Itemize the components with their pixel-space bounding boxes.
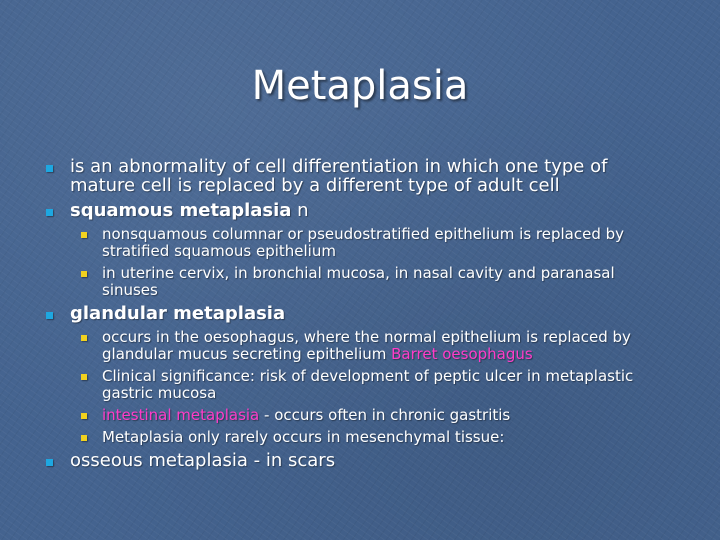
highlight-text: Barret oesophagus	[391, 345, 533, 363]
sub-bullet-intestinal-metaplasia	[44, 407, 674, 424]
bullet-text: Clinical significance: risk of development of peptic ulcer in metaplastic gastric mucosa	[102, 367, 634, 402]
square-bullet-icon	[81, 374, 87, 380]
square-bullet-icon	[46, 312, 53, 319]
slide-title: Metaplasia	[251, 63, 469, 109]
square-bullet-icon	[81, 335, 87, 341]
sub-bullet-clinical-significance	[44, 368, 674, 402]
bullet-text: n	[291, 200, 309, 221]
bullet-heading: glandular metaplasia	[70, 303, 286, 324]
square-bullet-icon	[46, 165, 53, 172]
bullet-definition	[44, 157, 674, 195]
square-bullet-icon	[81, 232, 87, 238]
sub-bullet-oesophagus	[44, 329, 674, 363]
bullet-text: occurs in the oesophagus, where the normal epithelium is replaced by glandular mucus secreting epithelium	[102, 328, 631, 363]
bullet-text: is an abnormality of cell differentiation in which one type of mature cell is replaced by a different type of adult cell	[70, 156, 608, 196]
bullet-text: - occurs often in chronic gastritis	[259, 406, 511, 424]
bullet-list	[44, 157, 674, 476]
square-bullet-icon	[81, 435, 87, 441]
bullet-squamous-metaplasia	[44, 201, 674, 220]
bullet-text: Metaplasia only rarely occurs in mesenchymal tissue:	[102, 428, 505, 446]
bullet-text: in uterine cervix, in bronchial mucosa, in nasal cavity and paranasal sinuses	[102, 264, 615, 299]
square-bullet-icon	[81, 271, 87, 277]
bullet-text: nonsquamous columnar or pseudostratified epithelium is replaced by stratified squamous epithelium	[102, 225, 625, 260]
sub-bullet-mesenchymal	[44, 429, 674, 446]
square-bullet-icon	[81, 413, 87, 419]
square-bullet-icon	[46, 459, 53, 466]
bullet-osseous-metaplasia	[44, 451, 674, 470]
bullet-glandular-metaplasia	[44, 304, 674, 323]
bullet-heading: squamous metaplasia	[70, 200, 292, 221]
square-bullet-icon	[46, 209, 53, 216]
highlight-text: intestinal metaplasia	[102, 406, 260, 424]
sub-bullet-nonsquamous	[44, 226, 674, 260]
sub-bullet-locations	[44, 265, 674, 299]
bullet-text: osseous metaplasia - in scars	[70, 450, 336, 471]
